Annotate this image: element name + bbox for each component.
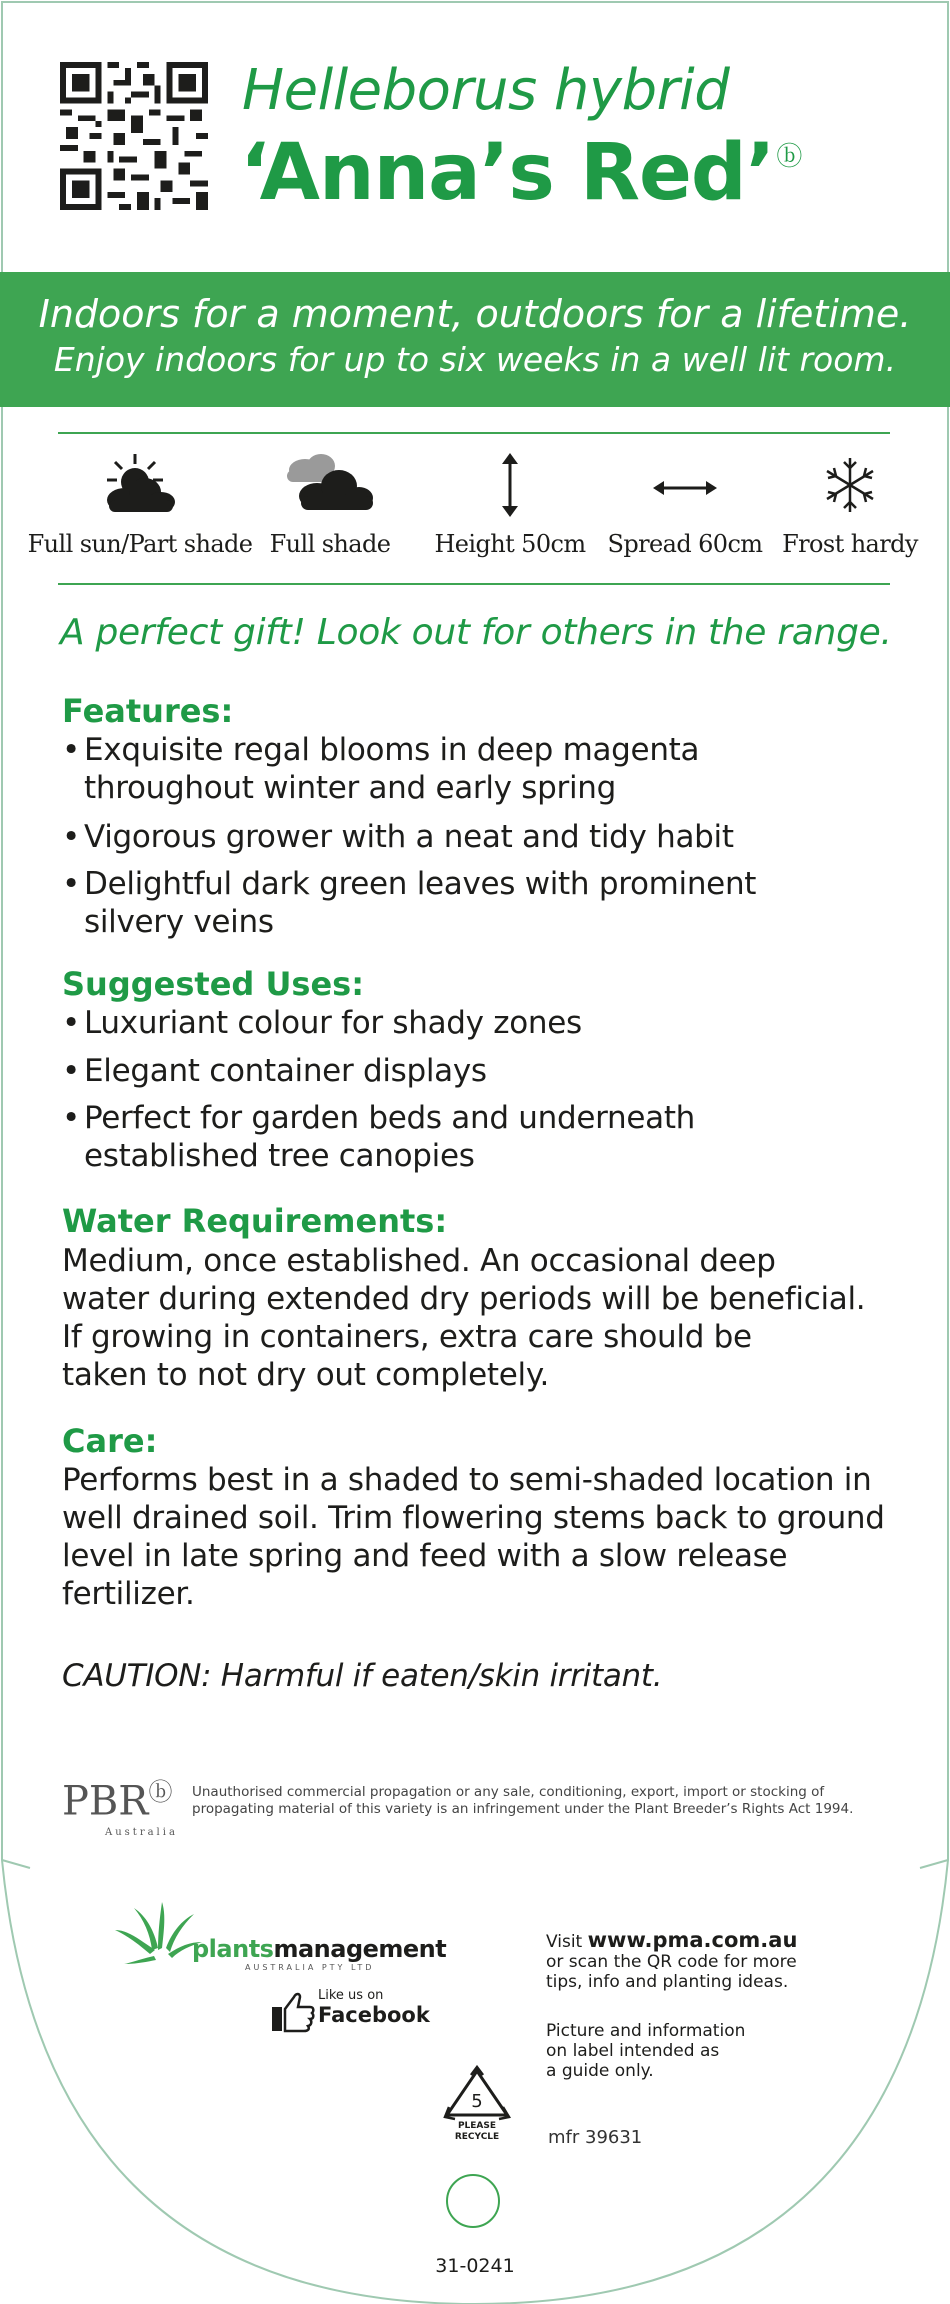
uses-item-3-line-2: established tree canopies <box>84 1138 475 1174</box>
recycle-number: 5 <box>471 2091 483 2112</box>
tagline-line-2: Enjoy indoors for up to six weeks in a well lit room. <box>53 340 897 379</box>
icon-label-frost: Frost hardy <box>782 530 918 558</box>
icon-label-spread: Spread 60cm <box>607 530 763 558</box>
features-item: • Exquisite regal blooms in deep magenta <box>62 732 700 768</box>
features-item-1-line-1: Exquisite regal blooms in deep magenta <box>84 732 700 768</box>
uses-item: • Elegant container displays <box>62 1053 487 1089</box>
picture-note-line-2: on label intended as <box>546 2041 720 2061</box>
features-item-3-line-1: Delightful dark green leaves with prominent <box>84 866 757 902</box>
icon-label-height: Height 50cm <box>434 530 586 558</box>
care-icon-row <box>27 450 918 570</box>
uses-item-2: Elegant container displays <box>84 1053 487 1089</box>
picture-note-line-1: Picture and information <box>546 2021 746 2041</box>
features-item-2: Vigorous grower with a neat and tidy habit <box>84 819 734 855</box>
care-line-1: Performs best in a shaded to semi-shaded location in <box>62 1462 872 1498</box>
uses-heading: Suggested Uses: <box>62 965 365 1003</box>
facebook-like-label: Like us on <box>318 1988 384 2003</box>
company-name-part-2: management <box>273 1935 447 1963</box>
gift-tagline: A perfect gift! Look out for others in the range. <box>60 612 892 653</box>
pbr-mark: ⓑ <box>776 142 802 172</box>
company-name <box>192 1935 446 1963</box>
care-heading: Care: <box>62 1422 158 1460</box>
species-title: Helleborus hybrid <box>242 58 730 123</box>
uses-item: • Luxuriant colour for shady zones <box>62 1005 582 1041</box>
cloud-icon <box>275 450 385 520</box>
features-item-1-line-2: throughout winter and early spring <box>84 770 616 806</box>
pbr-notice: Unauthorised commercial propagation or any sale, conditioning, export, import or stocking of propagating material of this variety is an infringement under the Plant Breeder’s Rights Act 1994. <box>192 1784 854 1817</box>
uses-item-1: Luxuriant colour for shady zones <box>84 1005 582 1041</box>
uses-item-3-line-1: Perfect for garden beds and underneath <box>84 1100 696 1136</box>
tagline-line-1: Indoors for a moment, outdoors for a lifetime. <box>38 292 912 336</box>
company-subtitle: AUSTRALIA PTY LTD <box>245 1963 375 1972</box>
visit-block <box>546 1930 797 1992</box>
recycle-symbol <box>437 2065 517 2155</box>
recycle-label-line-2: RECYCLE <box>454 2132 500 2142</box>
snowflake-icon <box>815 450 885 520</box>
icon-cell-frost <box>770 450 930 570</box>
spread-arrow-icon <box>650 450 720 520</box>
features-item-3-line-2: silvery veins <box>84 904 274 940</box>
visit-line-2: or scan the QR code for more <box>546 1952 797 1972</box>
visit-line <box>546 1930 797 1952</box>
care-line-3: level in late spring and feed with a slow release <box>62 1538 788 1574</box>
divider-top <box>58 432 890 434</box>
height-arrow-icon <box>495 450 525 520</box>
care-line-2: well drained soil. Trim flowering stems back to ground <box>62 1500 885 1536</box>
pbr-logo-mark: ⓑ <box>148 1778 173 1806</box>
pbr-country: Australia <box>105 1827 178 1838</box>
visit-line-3: tips, info and planting ideas. <box>546 1972 789 1992</box>
water-heading: Water Requirements: <box>62 1202 448 1240</box>
features-item: • Delightful dark green leaves with prominent <box>62 866 757 902</box>
water-line-3: If growing in containers, extra care should be <box>62 1319 752 1355</box>
water-line-1: Medium, once established. An occasional deep <box>62 1243 776 1279</box>
picture-note <box>546 2021 745 2081</box>
features-item: • Vigorous grower with a neat and tidy habit <box>62 819 734 855</box>
tagline-banner <box>0 272 950 407</box>
water-line-2: water during extended dry periods will be beneficial. <box>62 1281 866 1317</box>
care-line-4: fertilizer. <box>62 1576 195 1612</box>
uses-item: • Perfect for garden beds and underneath <box>62 1100 696 1136</box>
recycle-label <box>437 2121 517 2143</box>
icon-label-sun: Full sun/Part shade <box>27 530 253 558</box>
product-code: 31-0241 <box>435 2255 515 2277</box>
divider-bottom <box>58 583 890 585</box>
water-line-4: taken to not dry out completely. <box>62 1357 550 1393</box>
company-name-part-1: plants <box>192 1935 274 1963</box>
pbr-logo <box>62 1772 172 1824</box>
sun-cloud-icon <box>95 450 185 520</box>
facebook-link[interactable]: Facebook <box>318 2003 430 2027</box>
manufacturer-code: mfr 39631 <box>548 2127 643 2148</box>
website-link[interactable]: www.pma.com.au <box>587 1928 798 1952</box>
recycle-label-line-1: PLEASE <box>457 2121 497 2131</box>
cultivar-title <box>240 128 801 218</box>
pbr-logo-text: PBR <box>62 1778 149 1825</box>
visit-prefix: Visit <box>546 1932 588 1952</box>
hanging-hole <box>446 2174 500 2228</box>
icon-label-shade: Full shade <box>269 530 391 558</box>
qr-code[interactable] <box>60 62 208 210</box>
features-heading: Features: <box>62 692 234 730</box>
caution-warning: CAUTION: Harmful if eaten/skin irritant. <box>62 1658 663 1694</box>
icon-cell-shade <box>250 450 410 570</box>
recycle-icon <box>437 2065 517 2121</box>
cultivar-name: ‘Anna’s Red’ <box>240 128 775 218</box>
picture-note-line-3: a guide only. <box>546 2061 654 2081</box>
